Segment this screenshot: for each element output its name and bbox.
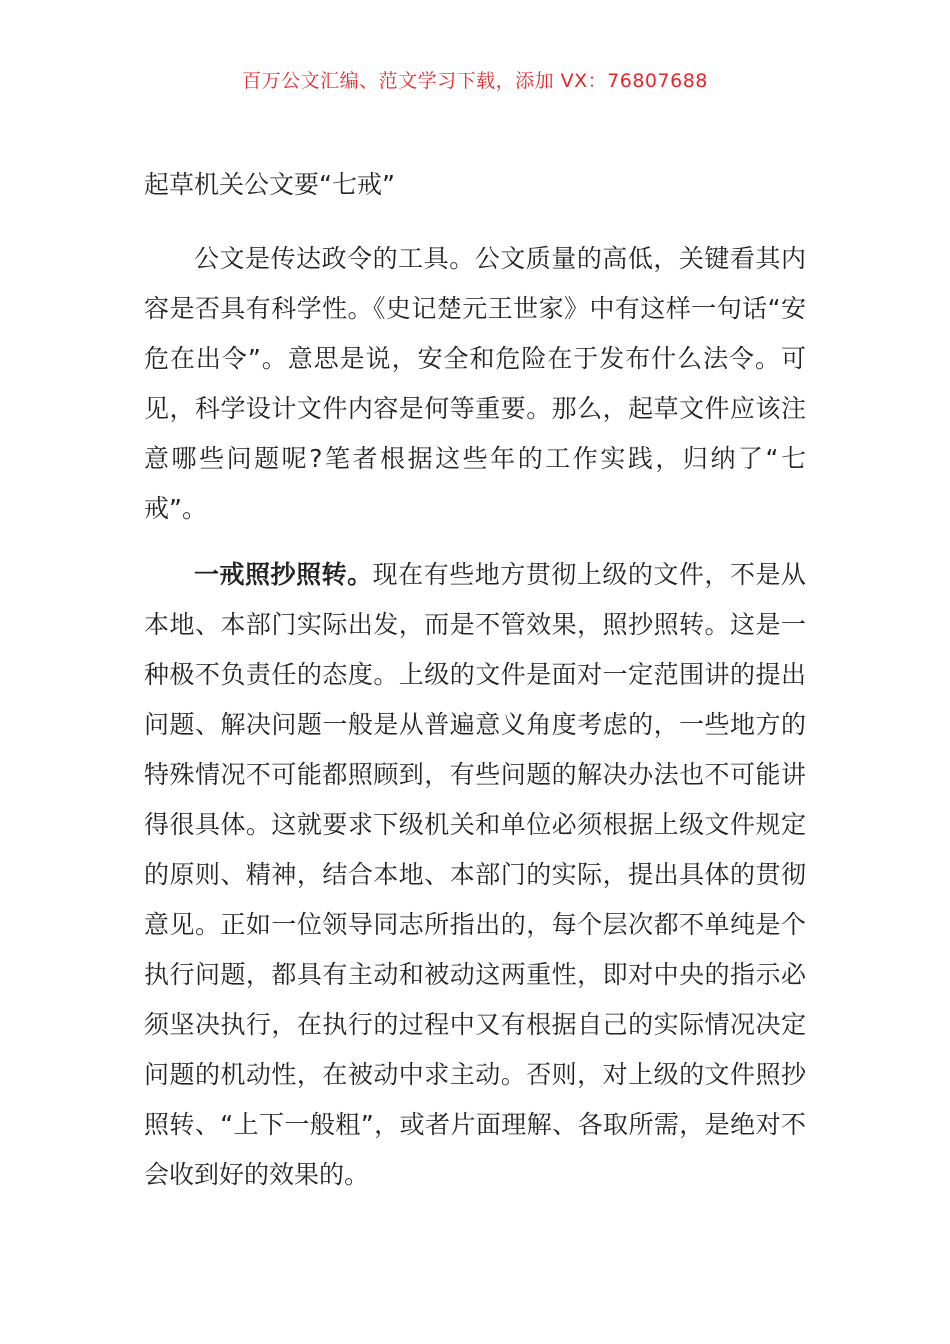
- document-body: [144, 234, 806, 1200]
- document-title: 起草机关公文要“七戒”: [144, 170, 395, 199]
- paragraph-text: 现在有些地方贯彻上级的文件，不是从本地、本部门实际出发，而是不管效果，照抄照转。这是一种极不负责任的态度。上级的文件是面对一定范围讲的提出问题、解决问题一般是从普遍意义角度考虑的，一些地方的特殊情况不可能都照顾到，有些问题的解决办法也不可能讲得很具体。这就要求下级机关和单位必须根据上级文件规定的原则、精神，结合本地、本部门的实际，提出具体的贯彻意见。正如一位领导同志所指出的，每个层次都不单纯是个执行问题，都具有主动和被动这两重性，即对中央的指示必须坚决执行，在执行的过程中又有根据自己的实际情况决定问题的机动性，在被动中求主动。否则，对上级的文件照抄照转、“上下一般粗”，或者片面理解、各取所需，是绝对不会收到好的效果的。: [144, 560, 806, 1189]
- paragraph-rule-one: [144, 550, 806, 1200]
- paragraph-intro: [144, 234, 806, 534]
- paragraph-lead: 一戒照抄照转。: [194, 560, 373, 589]
- header-watermark-note: 百万公文汇编、范文学习下载，添加 VX：76807688: [242, 70, 708, 92]
- paragraph-text: 公文是传达政令的工具。公文质量的高低，关键看其内容是否具有科学性。《史记楚元王世家》中有这样一句话“安危在出令”。意思是说，安全和危险在于发布什么法令。可见，科学设计文件内容是何等重要。那么，起草文件应该注意哪些问题呢?笔者根据这些年的工作实践，归纳了“七戒”。: [144, 244, 806, 523]
